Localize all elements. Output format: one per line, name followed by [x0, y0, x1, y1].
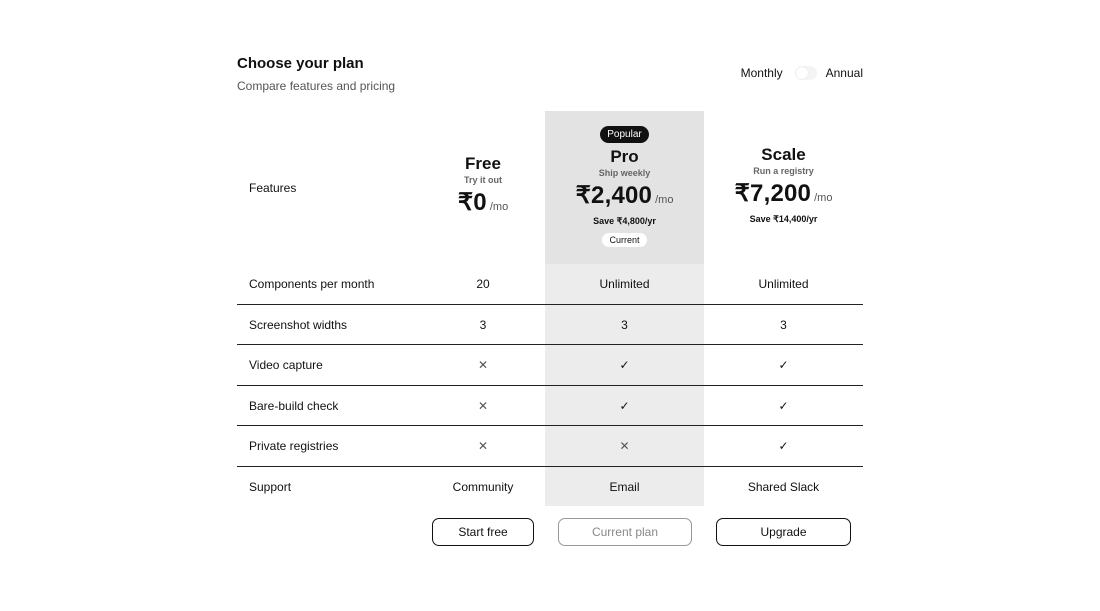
- cross-icon: ✕: [477, 398, 489, 413]
- price-period: /mo: [814, 192, 833, 204]
- check-icon: ✓: [778, 358, 789, 372]
- monthly-label[interactable]: Monthly: [740, 66, 783, 80]
- cross-icon: ✕: [477, 439, 489, 453]
- current-plan-button[interactable]: Current plan: [558, 518, 692, 546]
- features-column-header: Features: [249, 181, 297, 195]
- cross-icon: ✕: [619, 439, 630, 453]
- plan-name: Free: [465, 154, 501, 173]
- annual-label[interactable]: Annual: [825, 66, 863, 80]
- billing-period-switch: [741, 66, 863, 80]
- plan-pro-header: [545, 124, 704, 248]
- feature-value-free: 20: [476, 277, 490, 291]
- feature-label: Private registries: [249, 439, 339, 453]
- pricing-page: [237, 0, 863, 611]
- table-row: [237, 264, 863, 305]
- price-row: [417, 188, 549, 217]
- plan-price: ₹7,200: [734, 180, 812, 207]
- current-plan-badge: Current: [602, 233, 646, 247]
- toggle-knob: [796, 67, 808, 79]
- plan-scale-header: [704, 145, 863, 225]
- feature-value-pro: Email: [609, 479, 640, 494]
- page-subtitle: Compare features and pricing: [237, 79, 396, 93]
- annual-savings: Save ₹4,800/yr: [593, 216, 656, 226]
- plan-tagline: Try it out: [464, 175, 502, 185]
- table-row: [237, 426, 863, 467]
- plan-price: ₹0: [457, 189, 487, 216]
- price-period: /mo: [655, 194, 674, 206]
- feature-label: Components per month: [249, 277, 375, 291]
- plan-free-header: [417, 154, 549, 217]
- feature-value-scale: Shared Slack: [747, 479, 820, 494]
- check-icon: ✓: [619, 358, 630, 372]
- table-row: [237, 386, 863, 427]
- check-icon: ✓: [619, 398, 630, 413]
- price-row: [704, 179, 863, 208]
- upgrade-button[interactable]: Upgrade: [716, 518, 851, 546]
- table-row: [237, 345, 863, 386]
- feature-value-free: Community: [452, 479, 514, 494]
- table-row: [237, 467, 863, 508]
- annual-savings: Save ₹14,400/yr: [749, 214, 818, 224]
- plan-name: Pro: [610, 147, 639, 166]
- feature-value-scale: Unlimited: [758, 277, 809, 291]
- feature-label: Video capture: [249, 358, 323, 372]
- feature-value-pro: Unlimited: [599, 277, 650, 291]
- plan-price: ₹2,400: [575, 182, 653, 209]
- feature-value-pro: 3: [621, 317, 628, 332]
- plan-tagline: Ship weekly: [598, 168, 651, 178]
- feature-label: Screenshot widths: [249, 317, 348, 332]
- feature-value-free: 3: [479, 317, 487, 332]
- table-row: [237, 305, 863, 346]
- cross-icon: ✕: [477, 358, 489, 372]
- page-title: Choose your plan: [237, 55, 364, 72]
- check-icon: ✓: [778, 439, 789, 453]
- start-free-button[interactable]: Start free: [432, 518, 534, 546]
- feature-table: [237, 264, 863, 507]
- price-period: /mo: [489, 201, 509, 213]
- plan-name: Scale: [761, 145, 806, 164]
- check-icon: ✓: [778, 398, 789, 413]
- plan-tagline: Run a registry: [753, 166, 814, 176]
- feature-value-scale: 3: [780, 317, 787, 332]
- feature-label: Bare-build check: [249, 398, 339, 413]
- popular-badge: Popular: [600, 126, 648, 143]
- price-row: [545, 181, 704, 210]
- billing-toggle[interactable]: [795, 66, 817, 80]
- feature-label: Support: [249, 479, 292, 494]
